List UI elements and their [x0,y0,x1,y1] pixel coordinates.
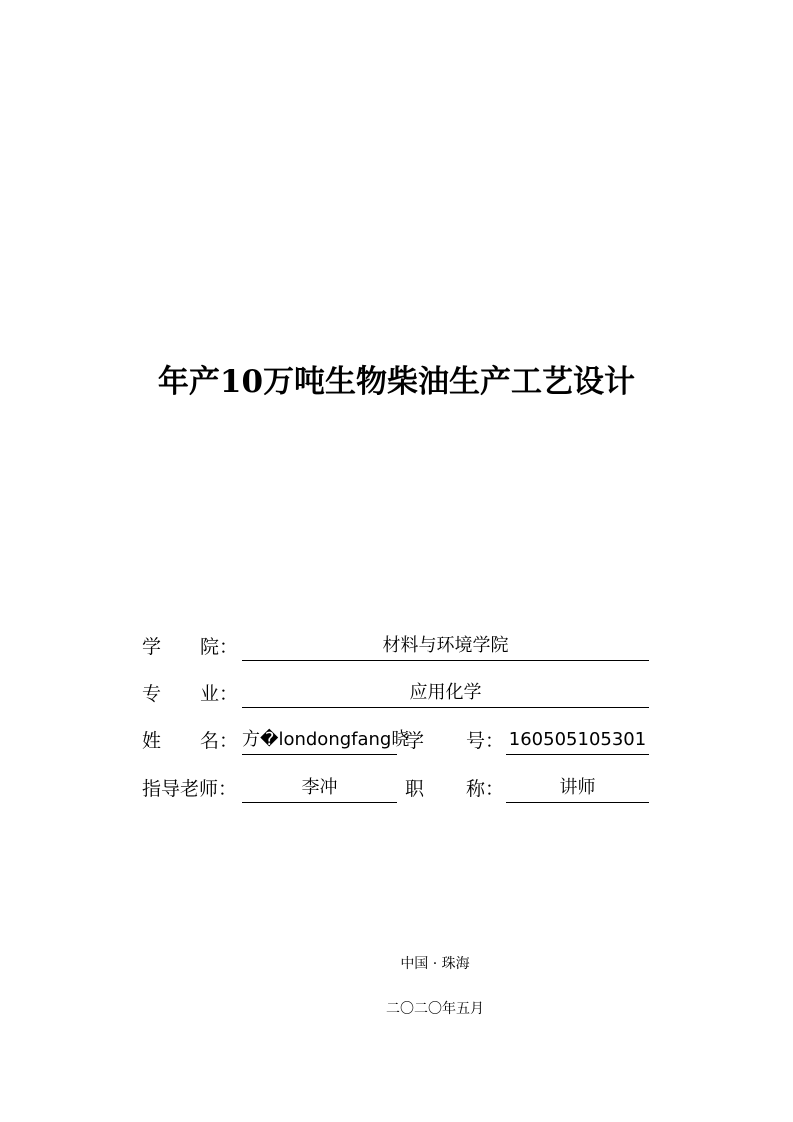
advisor-label: 指导老师： [142,778,238,800]
college-label-a: 学 [142,636,162,658]
info-row-advisor [142,774,652,804]
college-label-b: 院： [200,636,239,658]
student-id-label-b: 号： [466,730,505,752]
name-label-a: 姓 [142,730,162,752]
info-row-name [142,726,652,756]
major-label-a: 专 [142,683,162,705]
title-rank-value: 讲师 [506,774,649,803]
advisor-value: 李冲 [242,774,397,803]
title-rank-label-b: 称： [466,778,505,800]
major-label-b: 业： [200,683,239,705]
college-value: 材料与环境学院 [242,632,649,661]
name-label-b: 名： [200,730,239,752]
info-row-college [142,632,652,662]
student-id-value: 160505105301 [506,726,649,755]
info-row-major [142,679,652,709]
document-title: 年产10万吨生物柴油生产工艺设计 [157,364,636,400]
footer-date: 二〇二〇年五月 [386,1001,484,1017]
major-value: 应用化学 [242,679,649,708]
student-id-label-a: 学 [405,730,425,752]
name-value: 方�londongfang晓 [242,726,397,755]
title-rank-label-a: 职 [405,778,425,800]
footer-place: 中国 · 珠海 [400,956,470,972]
